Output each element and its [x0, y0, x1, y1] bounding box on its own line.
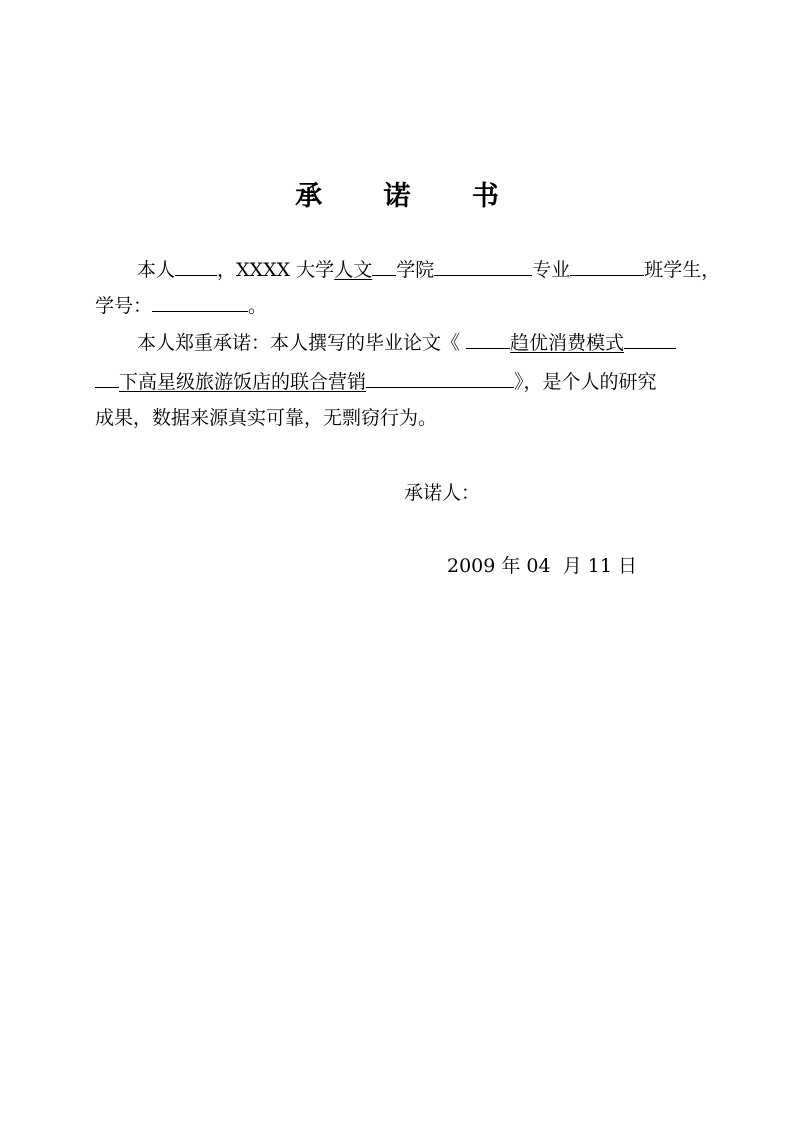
thesis-lead-blank [466, 330, 510, 349]
college-name: 人文 [334, 259, 373, 281]
pledge-ending: 成果，数据来源真实可靠，无剽窃行为。 [95, 407, 438, 429]
student-id-label: 学号： [95, 295, 153, 317]
para2-line1 [137, 330, 676, 356]
college-blank [372, 257, 396, 276]
document-title: 承 诺 书 [295, 181, 525, 212]
class-suffix: 班学生， [644, 259, 721, 281]
thesis-title-part1: 趋优消费模式 [510, 332, 625, 354]
college-suffix: 学院 [396, 259, 435, 281]
major-blank [434, 257, 532, 276]
thesis-trail-blank [624, 330, 676, 349]
pledge-after-title: 》，是个人的研究 [514, 371, 657, 393]
para2-line2 [95, 369, 657, 395]
thesis-title-part2: 下高星级旅游饭店的联合营销 [119, 371, 367, 393]
period: 。 [248, 295, 268, 317]
thesis-lead-blank-2 [95, 369, 119, 388]
para2-line3 [95, 405, 437, 431]
class-blank [570, 257, 644, 276]
thesis-trail-blank-2 [366, 369, 514, 388]
student-id-blank [152, 293, 248, 312]
self-label: 本人 [137, 259, 176, 281]
pledge-intro: 本人郑重承诺：本人撰写的毕业论文《 [137, 332, 461, 354]
major-suffix: 专业 [532, 259, 571, 281]
name-blank [175, 257, 217, 276]
para1-line2 [95, 293, 267, 319]
comma: ， [217, 259, 237, 281]
signature-label: 承诺人： [404, 482, 481, 504]
para1-line1 [137, 257, 720, 283]
signature-date: 2009 年 04 月 11 日 [447, 555, 637, 577]
university-name: XXXX 大学 [236, 259, 335, 281]
